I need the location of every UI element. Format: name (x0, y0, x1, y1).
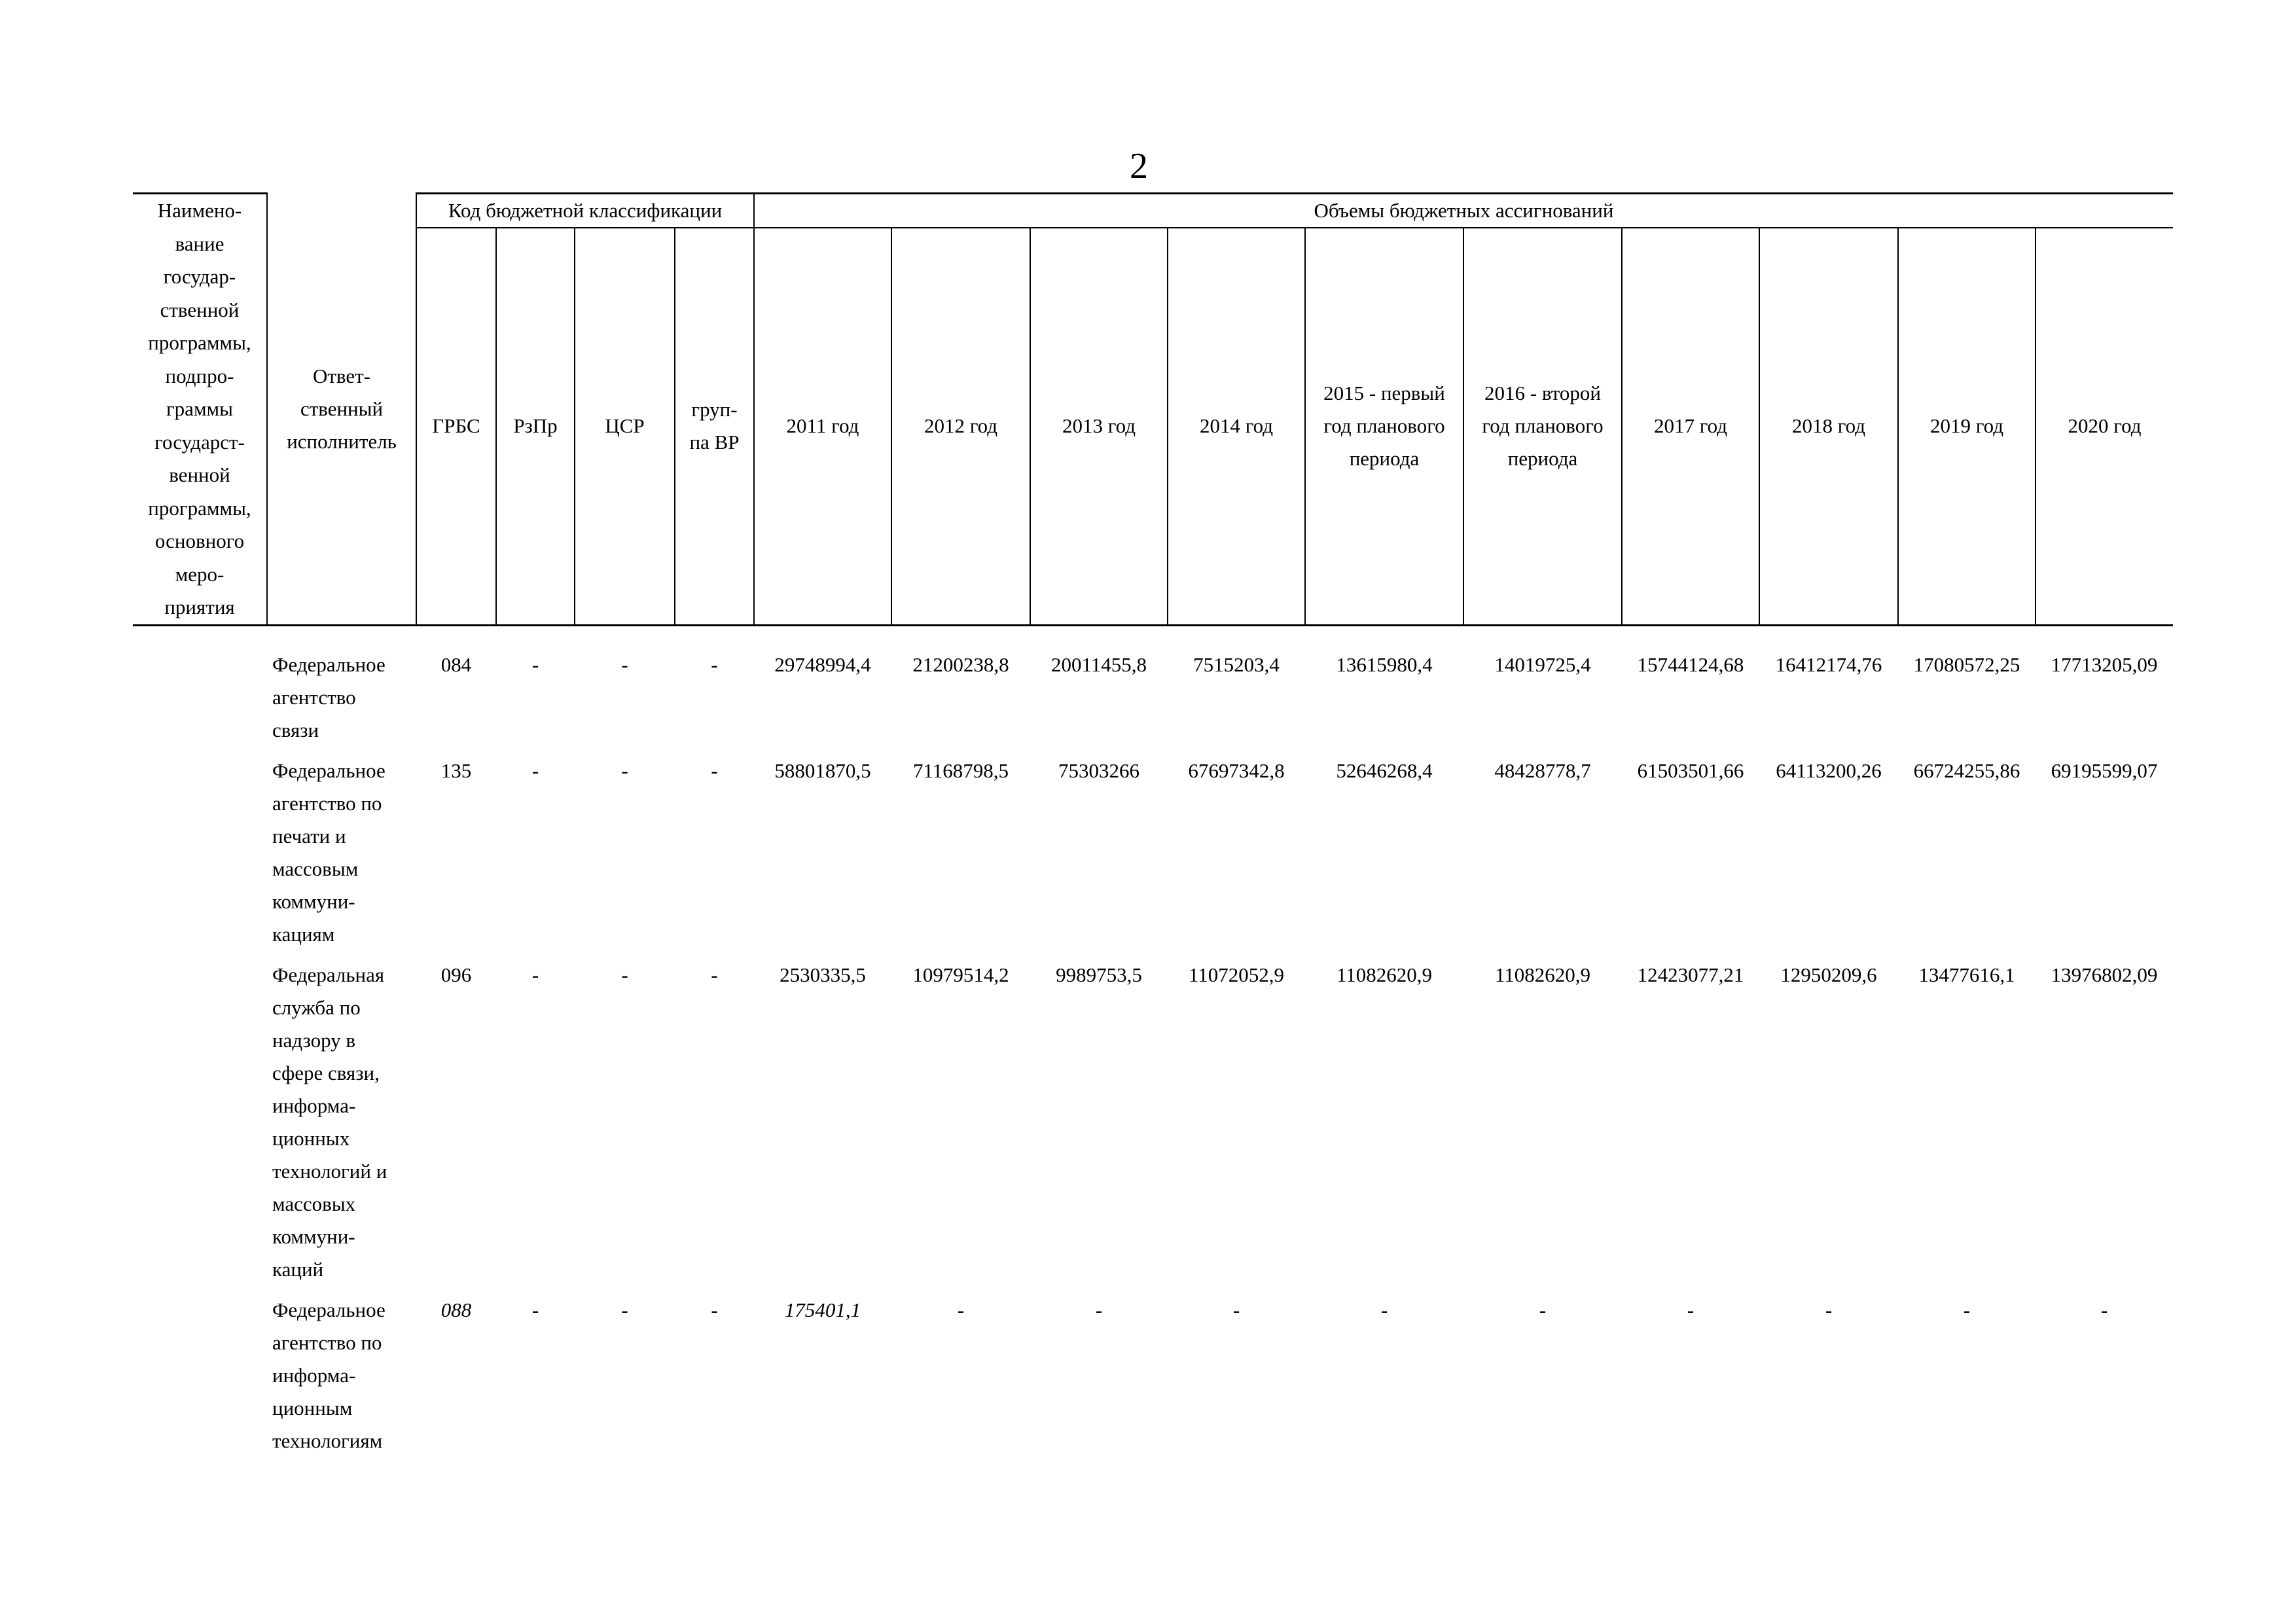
value-2019-cell: 13477616,1 (1918, 963, 2015, 986)
value-2015-cell: 13615980,4 (1336, 652, 1433, 676)
value-2014-cell: 11072052,9 (1188, 963, 1285, 986)
value-2011-cell: 175401,1 (784, 1298, 861, 1321)
vr-cell: - (711, 963, 718, 986)
value-2017-cell: 12423077,21 (1637, 963, 1744, 986)
rzpr-header: РзПр (496, 228, 575, 625)
grbs-cell: 096 (440, 963, 472, 986)
value-2012-cell: 10979514,2 (912, 963, 1009, 986)
value-2018-cell: - (1825, 1298, 1833, 1321)
executor-cell: Федеральное агентство связи (272, 652, 386, 741)
table-row (133, 755, 2173, 959)
value-2018-cell: 12950209,6 (1780, 963, 1877, 986)
program-name-cell (133, 755, 267, 959)
executor-header: Ответ- ственный исполнитель (267, 194, 416, 626)
grbs-cell: 084 (440, 652, 472, 676)
value-2016-cell: - (1539, 1298, 1547, 1321)
table-row (133, 625, 2173, 755)
program-name-cell (133, 959, 267, 1294)
value-2014-cell: - (1232, 1298, 1240, 1321)
value-2017-cell: 61503501,66 (1637, 758, 1744, 782)
budget-allocations-table (133, 192, 2173, 1457)
table-body (133, 625, 2173, 1457)
value-2015-cell: - (1380, 1298, 1388, 1321)
value-2017-cell: 15744124,68 (1637, 652, 1744, 676)
value-2013-cell: - (1095, 1298, 1103, 1321)
year-2017-header: 2017 год (1622, 228, 1759, 625)
value-2014-cell: 7515203,4 (1193, 652, 1280, 676)
value-2011-cell: 29748994,4 (774, 652, 871, 676)
value-2020-cell: - (2100, 1298, 2108, 1321)
value-2015-cell: 11082620,9 (1336, 963, 1433, 986)
vr-cell: - (711, 758, 718, 782)
page-number: 2 (1130, 146, 1148, 187)
program-name-cell (133, 625, 267, 755)
table-row (133, 1294, 2173, 1457)
value-2019-cell: - (1963, 1298, 1971, 1321)
csr-cell: - (621, 963, 628, 986)
program-name-header: Наимено- вание государ- ственной программы, подпро- граммы государст- венной программы, основного меро- приятия (133, 194, 267, 626)
year-2020-header: 2020 год (2036, 228, 2173, 625)
value-2013-cell: 9989753,5 (1056, 963, 1142, 986)
allocations-group-header: Объемы бюджетных ассигнований (754, 194, 2173, 228)
grbs-cell: 088 (440, 1298, 472, 1321)
value-2012-cell: 71168798,5 (912, 758, 1009, 782)
executor-cell: Федеральная служба по надзору в сфере связи, информа- ционных технологий и массовых коммуни- каций (272, 963, 387, 1281)
rzpr-cell: - (531, 758, 539, 782)
grbs-cell: 135 (440, 758, 472, 782)
executor-cell: Федеральное агентство по печати и массовым коммуни- кациям (272, 758, 386, 946)
value-2018-cell: 16412174,76 (1775, 652, 1882, 676)
year-2015-header: 2015 - первый год планового периода (1305, 228, 1463, 625)
value-2016-cell: 11082620,9 (1494, 963, 1591, 986)
year-2013-header: 2013 год (1030, 228, 1168, 625)
value-2017-cell: - (1687, 1298, 1695, 1321)
value-2020-cell: 69195599,07 (2051, 758, 2158, 782)
csr-header: ЦСР (575, 228, 675, 625)
value-2016-cell: 48428778,7 (1494, 758, 1591, 782)
value-2019-cell: 17080572,25 (1913, 652, 2020, 676)
year-2018-header: 2018 год (1759, 228, 1898, 625)
rzpr-cell: - (531, 1298, 539, 1321)
table-header (133, 194, 2173, 626)
value-2016-cell: 14019725,4 (1494, 652, 1591, 676)
year-2014-header: 2014 год (1168, 228, 1305, 625)
csr-cell: - (621, 1298, 628, 1321)
executor-cell: Федеральное агентство по информа- ционным технологиям (272, 1298, 386, 1452)
vr-cell: - (711, 652, 718, 676)
value-2012-cell: - (957, 1298, 965, 1321)
budget-code-group-header: Код бюджетной классификации (416, 194, 754, 228)
vr-group-header: груп- па ВР (675, 228, 754, 625)
csr-cell: - (621, 652, 628, 676)
value-2020-cell: 13976802,09 (2051, 963, 2158, 986)
value-2014-cell: 67697342,8 (1188, 758, 1285, 782)
value-2013-cell: 75303266 (1058, 758, 1139, 782)
value-2015-cell: 52646268,4 (1336, 758, 1433, 782)
value-2018-cell: 64113200,26 (1776, 758, 1882, 782)
grbs-header: ГРБС (416, 228, 496, 625)
year-2016-header: 2016 - второй год планового периода (1463, 228, 1622, 625)
value-2019-cell: 66724255,86 (1913, 758, 2020, 782)
value-2013-cell: 20011455,8 (1050, 652, 1147, 676)
table-row (133, 959, 2173, 1294)
rzpr-cell: - (531, 652, 539, 676)
vr-cell: - (711, 1298, 718, 1321)
value-2012-cell: 21200238,8 (912, 652, 1009, 676)
year-2012-header: 2012 год (891, 228, 1030, 625)
year-2011-header: 2011 год (754, 228, 891, 625)
value-2011-cell: 2530335,5 (780, 963, 866, 986)
program-name-cell (133, 1294, 267, 1457)
csr-cell: - (621, 758, 628, 782)
rzpr-cell: - (531, 963, 539, 986)
year-2019-header: 2019 год (1898, 228, 2036, 625)
value-2020-cell: 17713205,09 (2051, 652, 2158, 676)
value-2011-cell: 58801870,5 (774, 758, 871, 782)
